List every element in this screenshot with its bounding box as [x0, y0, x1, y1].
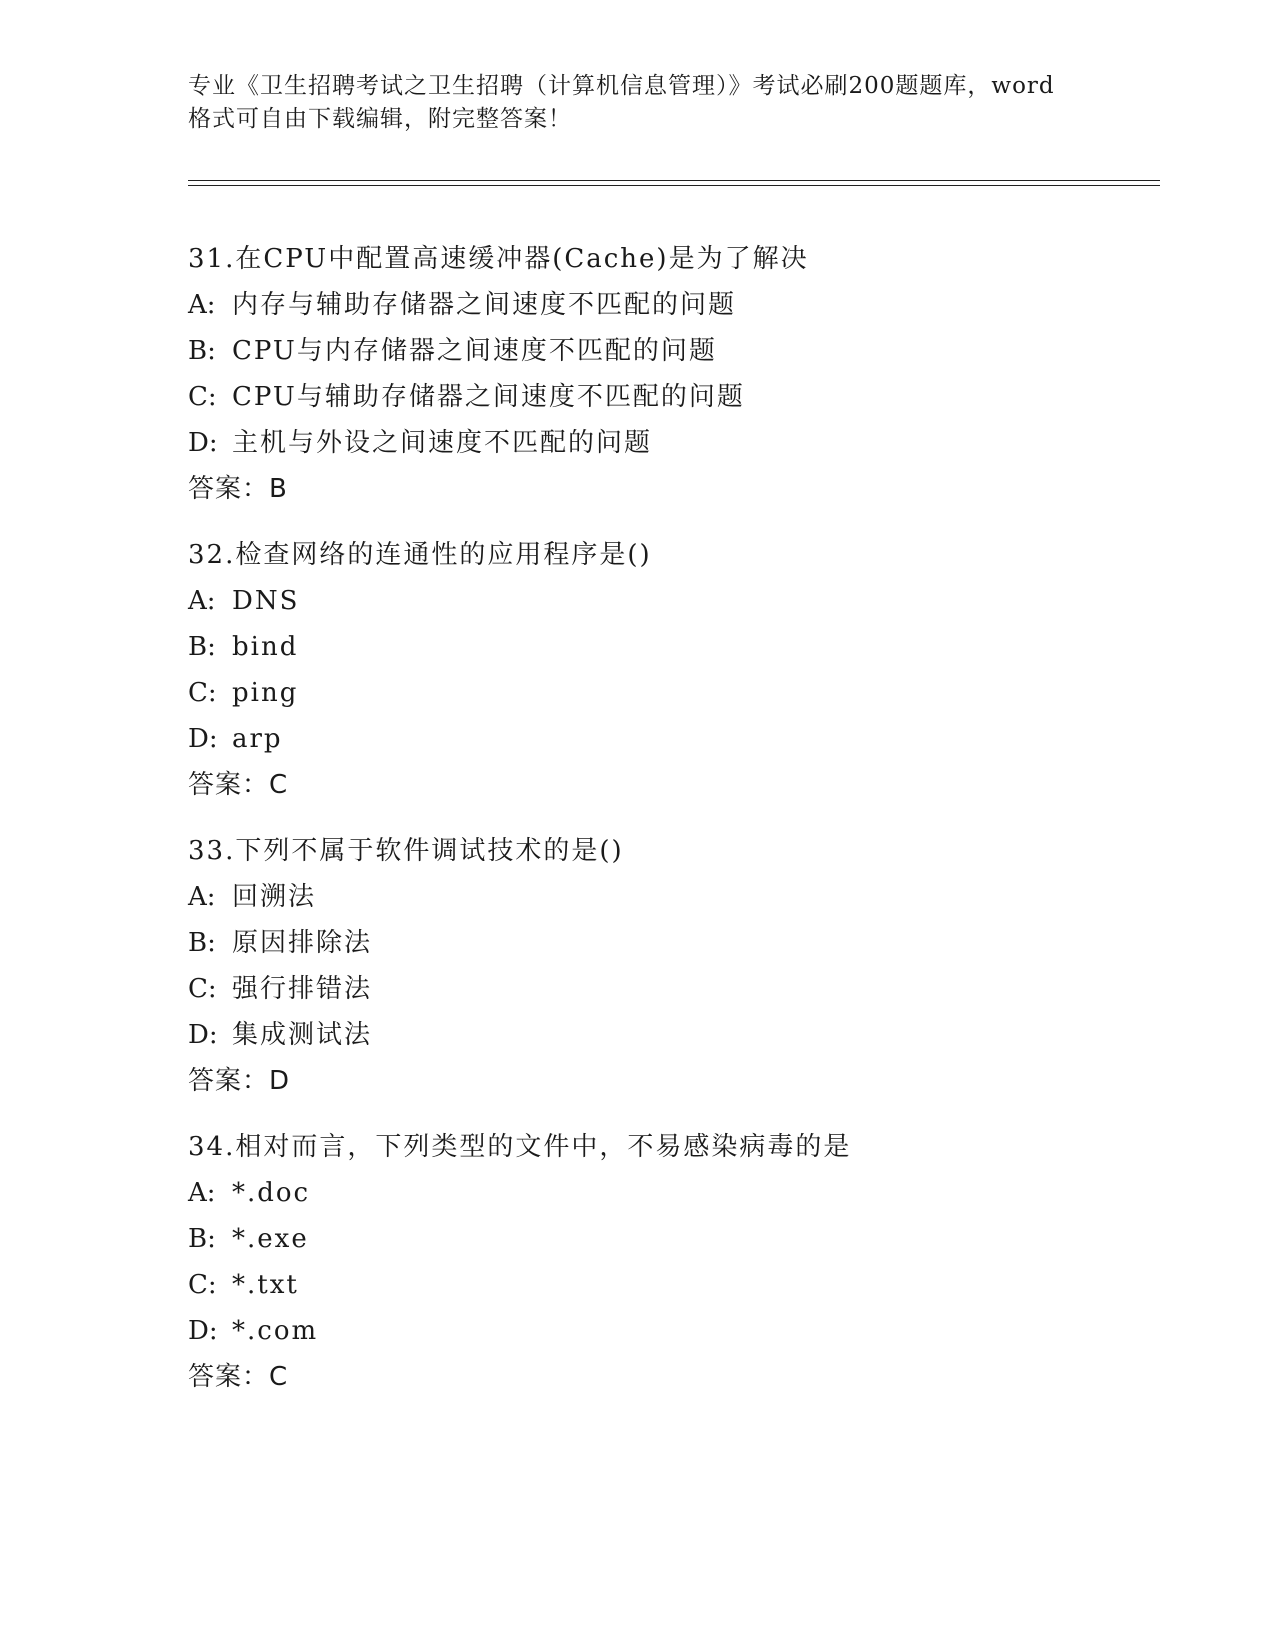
option-d	[188, 1308, 1148, 1354]
option-letter: D:	[188, 1316, 218, 1346]
option-letter: A:	[188, 1178, 216, 1208]
answer-line: 答案：D	[188, 1066, 291, 1096]
option-a	[188, 874, 1148, 920]
question-34	[188, 1124, 1148, 1400]
option-text: CPU与内存储器之间速度不匹配的问题	[232, 336, 717, 366]
option-d	[188, 716, 1148, 762]
option-b	[188, 328, 1148, 374]
option-letter: D:	[188, 724, 218, 754]
option-b	[188, 920, 1148, 966]
header-divider-bottom	[188, 185, 1160, 186]
option-letter: A:	[188, 882, 216, 912]
option-text: 主机与外设之间速度不匹配的问题	[232, 428, 653, 458]
option-letter: B:	[188, 632, 216, 662]
answer-line: 答案：C	[188, 770, 289, 800]
option-letter: A:	[188, 290, 216, 320]
option-letter: C:	[188, 1270, 217, 1300]
option-a	[188, 282, 1148, 328]
header-line-1: 专业《卫生招聘考试之卫生招聘（计算机信息管理）》考试必刷200题题库，word	[188, 73, 1055, 99]
option-letter: A:	[188, 586, 216, 616]
question-stem: 34.相对而言，下列类型的文件中，不易感染病毒的是	[188, 1132, 852, 1162]
option-text: *.exe	[232, 1224, 309, 1254]
option-c	[188, 374, 1148, 420]
option-c	[188, 966, 1148, 1012]
option-letter: B:	[188, 1224, 216, 1254]
question-31	[188, 236, 1148, 512]
answer-line: 答案：B	[188, 474, 288, 504]
question-list	[188, 236, 1148, 1420]
option-c	[188, 670, 1148, 716]
question-32	[188, 532, 1148, 808]
option-text: *.com	[232, 1316, 319, 1346]
header-line-2: 格式可自由下载编辑，附完整答案！	[188, 106, 572, 132]
option-b	[188, 624, 1148, 670]
document-header	[188, 70, 1148, 136]
option-letter: C:	[188, 974, 217, 1004]
option-letter: D:	[188, 428, 218, 458]
question-stem: 33.下列不属于软件调试技术的是()	[188, 836, 624, 866]
header-divider-top	[188, 180, 1160, 181]
option-text: CPU与辅助存储器之间速度不匹配的问题	[232, 382, 745, 412]
option-text: 强行排错法	[232, 974, 373, 1004]
option-letter: B:	[188, 336, 216, 366]
question-33	[188, 828, 1148, 1104]
option-text: *.doc	[232, 1178, 311, 1208]
option-d	[188, 420, 1148, 466]
question-stem: 32.检查网络的连通性的应用程序是()	[188, 540, 652, 570]
option-text: arp	[232, 724, 283, 754]
option-text: ping	[232, 678, 299, 708]
answer-line: 答案：C	[188, 1362, 289, 1392]
option-text: DNS	[232, 586, 300, 616]
option-a	[188, 578, 1148, 624]
option-letter: C:	[188, 382, 217, 412]
option-d	[188, 1012, 1148, 1058]
option-text: 回溯法	[232, 882, 317, 912]
option-c	[188, 1262, 1148, 1308]
option-letter: B:	[188, 928, 216, 958]
option-letter: C:	[188, 678, 217, 708]
option-a	[188, 1170, 1148, 1216]
option-text: *.txt	[232, 1270, 299, 1300]
option-letter: D:	[188, 1020, 218, 1050]
option-text: 集成测试法	[232, 1020, 373, 1050]
option-b	[188, 1216, 1148, 1262]
option-text: bind	[232, 632, 299, 662]
question-stem: 31.在CPU中配置高速缓冲器(Cache)是为了解决	[188, 244, 809, 274]
option-text: 内存与辅助存储器之间速度不匹配的问题	[232, 290, 737, 320]
option-text: 原因排除法	[232, 928, 373, 958]
